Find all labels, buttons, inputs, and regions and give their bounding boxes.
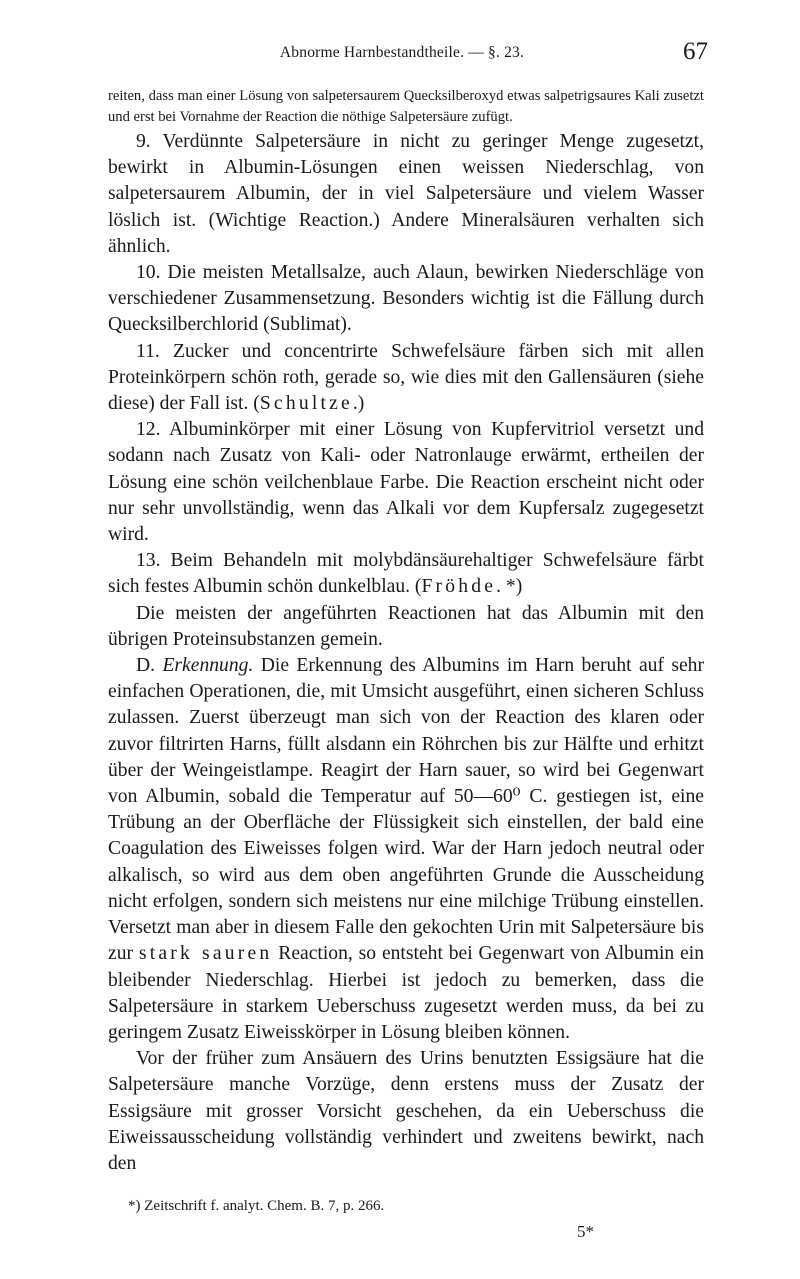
paragraph-continuation: reiten, dass man einer Lösung von salpetersaurem Quecksilberoxyd etwas salpetrigsaures Kali zusetzt und erst bei Vornahme der Reaction die nöthige Salpetersäure zufügt. — [108, 88, 704, 125]
paragraph-item-13-end: . *) — [496, 576, 523, 598]
paragraph-item-13 — [108, 548, 704, 600]
page-header — [96, 34, 708, 84]
body-text — [108, 86, 704, 1177]
paragraph-item-13-text: 13. Beim Behandeln mit molybdänsäurehaltiger Schwefelsäure färbt sich festes Albumin schön dunkelblau. ( — [108, 550, 704, 598]
paragraph-item-11 — [108, 339, 704, 418]
paragraph-item-12: 12. Albuminkörper mit einer Lösung von Kupfervitriol versetzt und sodann nach Zusatz von Kali- oder Natronlauge erwärmt, ertheilen der Lösung eine schön veilchenblaue Farbe. Die Reaction erscheint nicht oder nur sehr unvollständig, wenn das Alkali vor dem Kupfersalz zugegesetzt wird. — [108, 419, 704, 546]
emphasis-stark-sauren: stark sauren — [138, 943, 273, 965]
signature-mark: 5* — [577, 1222, 594, 1241]
footnote: *) Zeitschrift f. analyt. Chem. B. 7, p. 266. — [128, 1198, 385, 1214]
author-name-frohde: Fröhde — [421, 576, 497, 598]
section-d-heading: Erkennung. — [162, 655, 254, 677]
paragraph-item-11-text: 11. Zucker und concentrirte Schwefelsäure färben sich mit allen Proteinkörpern schön roth, gerade so, wie dies mit den Gallensäuren (siehe diese) der Fall ist. ( — [108, 340, 704, 415]
paragraph-essigsaure: Vor der früher zum Ansäuern des Urins benutzten Essigsäure hat die Salpetersäure manche Vorzüge, denn erstens muss der Zusatz der Essigsäure mit grosser Vorsicht geschehen, da ein Ueberschuss die Eiweissausscheidung vollständig verhindert und zweitens bewirkt, nach den — [108, 1048, 704, 1174]
paragraph-item-11-end: .) — [352, 393, 365, 415]
author-name-schultze: Schultze — [259, 393, 353, 415]
section-d-text: Die Erkennung des Albumins im Harn beruht auf sehr einfachen Operationen, die, mit Umsicht ausgeführt, einen sicheren Schluss zulassen. Zuerst überzeugt man sich von der Reaction des klaren oder zuvor filtrirten Harns, füllt alsdann ein Röhrchen bis zur Hälfte und erhitzt über der Weingeistlampe. Reagirt der Harn sauer, so wird bei Gegenwart von Albumin, sobald die Temperatur auf 50—60⁰ C. gestiegen ist, eine Trübung an der Oberfläche der Flüssigkeit sich einstellen, der bald eine Coagulation des Eiweisses folgen wird. War der Harn jedoch neutral oder alkalisch, so wird aus dem oben angeführten Grunde die Ausscheidung nicht erfolgen, sondern sich meistens nur eine milchige Trübung einstellen. Versetzt man aber in diesem Falle den gekochten Urin mit Salpetersäure bis zur — [108, 655, 705, 965]
paragraph-item-10: 10. Die meisten Metallsalze, auch Alaun, bewirken Niederschläge von verschiedener Zusammensetzung. Besonders wichtig ist die Fällung durch Quecksilberchlorid (Sublimat). — [108, 262, 704, 336]
section-d-text-continued: Reaction, so entsteht bei Gegenwart von Albumin ein bleibender Niederschlag. Hierbei ist jedoch zu bemerken, dass die Salpetersäure in starkem Ueberschuss zugesetzt werden muss, da bei zu geringem Zusatz Eiweisskörper in Lösung bleiben können. — [108, 943, 704, 1043]
paragraph-item-9: 9. Verdünnte Salpetersäure in nicht zu geringer Menge zugesetzt, bewirkt in Albumin-Lösungen einen weissen Niederschlag, von salpetersaurem Albumin, der in viel Salpetersäure und vielem Wasser löslich ist. (Wichtige Reaction.) Andere Mineralsäuren verhalten sich ähnlich. — [108, 131, 704, 257]
paragraph-summary: Die meisten der angeführten Reactionen hat das Albumin mit den übrigen Proteinsubstanzen gemein. — [108, 602, 704, 650]
section-d-paragraph — [108, 653, 704, 1046]
section-d-label: D. — [136, 655, 163, 677]
running-title: Abnorme Harnbestandtheile. — §. 23. — [279, 44, 525, 61]
page-number: 67 — [683, 38, 708, 65]
